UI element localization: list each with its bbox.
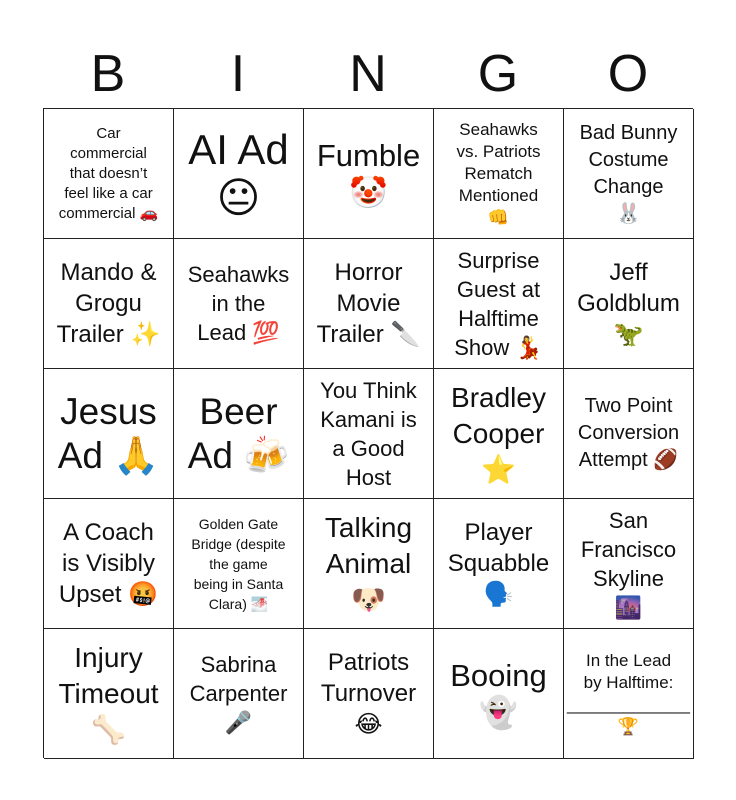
bingo-header [43, 40, 693, 108]
cell-text: Patriots Turnover 😂 [320, 649, 417, 738]
cell-text: Seahawks in the Lead 💯 [187, 262, 290, 345]
bingo-cell[interactable] [564, 499, 694, 629]
bingo-cell[interactable] [44, 239, 174, 369]
bingo-cell[interactable] [434, 369, 564, 499]
bingo-cell[interactable] [434, 109, 564, 239]
header-letter-i: I [230, 45, 246, 103]
bingo-cell[interactable] [304, 109, 434, 239]
bingo-cell[interactable] [304, 369, 434, 499]
bingo-cell[interactable] [434, 629, 564, 759]
bingo-cell[interactable] [564, 109, 694, 239]
cell-text: Jesus Ad 🙏 [57, 390, 160, 476]
cell-text: You Think Kamani is a Good Host [320, 377, 417, 490]
cell-text: Seahawks vs. Patriots Rematch Mentioned 👊 [456, 119, 541, 227]
bingo-cell[interactable] [44, 109, 174, 239]
cell-text: Golden Gate Bridge (despite the game being in Santa Clara) 🌁 [191, 515, 286, 612]
cell-text: Car commercial that doesn’t feel like a car commercial 🚗 [58, 124, 159, 222]
bingo-cell[interactable] [304, 499, 434, 629]
bingo-cell[interactable] [434, 239, 564, 369]
bingo-cell[interactable] [174, 239, 304, 369]
cell-text: Mando & Grogu Trailer ✨ [56, 259, 161, 348]
bingo-cell[interactable] [44, 499, 174, 629]
cell-text: A Coach is Visibly Upset 🤬 [58, 519, 159, 608]
cell-text: Surprise Guest at Halftime Show 💃 [454, 247, 543, 360]
cell-text: Injury Timeout 🦴 [58, 641, 159, 745]
bingo-board [43, 108, 693, 758]
bingo-cell[interactable] [304, 629, 434, 759]
cell-text: AI Ad 😐 [188, 125, 289, 221]
cell-text: Sabrina Carpenter 🎤 [189, 652, 288, 735]
cell-text: Bad Bunny Costume Change 🐰 [579, 121, 678, 225]
cell-text: Beer Ad 🍻 [187, 390, 290, 476]
bingo-cell[interactable] [304, 239, 434, 369]
cell-text: Bradley Cooper ⭐ [451, 381, 546, 485]
bingo-cell[interactable] [44, 629, 174, 759]
cell-text: Two Point Conversion Attempt 🏈 [577, 395, 680, 471]
cell-text: San Francisco Skyline 🌆 [580, 507, 677, 620]
bingo-cell[interactable] [434, 499, 564, 629]
cell-text: Booing 👻 [450, 657, 547, 730]
bingo-cell[interactable] [174, 109, 304, 239]
header-letter-b: B [90, 45, 126, 103]
cell-text: Talking Animal 🐶 [324, 511, 413, 615]
bingo-cell[interactable] [174, 369, 304, 499]
bingo-cell[interactable] [564, 239, 694, 369]
cell-text: Fumble 🤡 [316, 137, 421, 210]
bingo-cell[interactable] [564, 369, 694, 499]
cell-text: Player Squabble 🗣️ [447, 519, 550, 608]
cell-text: Jeff Goldblum 🦖 [577, 259, 680, 348]
header-letter-n: N [349, 45, 387, 103]
header-letter-g: G [477, 45, 519, 103]
bingo-cell[interactable] [174, 499, 304, 629]
bingo-cell[interactable] [44, 369, 174, 499]
cell-text: Horror Movie Trailer 🔪 [316, 259, 421, 348]
header-letter-o: O [607, 45, 649, 103]
bingo-cell[interactable] [174, 629, 304, 759]
bingo-cell[interactable] [564, 629, 694, 759]
cell-text: In the Lead by Halftime: _____________ 🏆 [567, 650, 690, 736]
